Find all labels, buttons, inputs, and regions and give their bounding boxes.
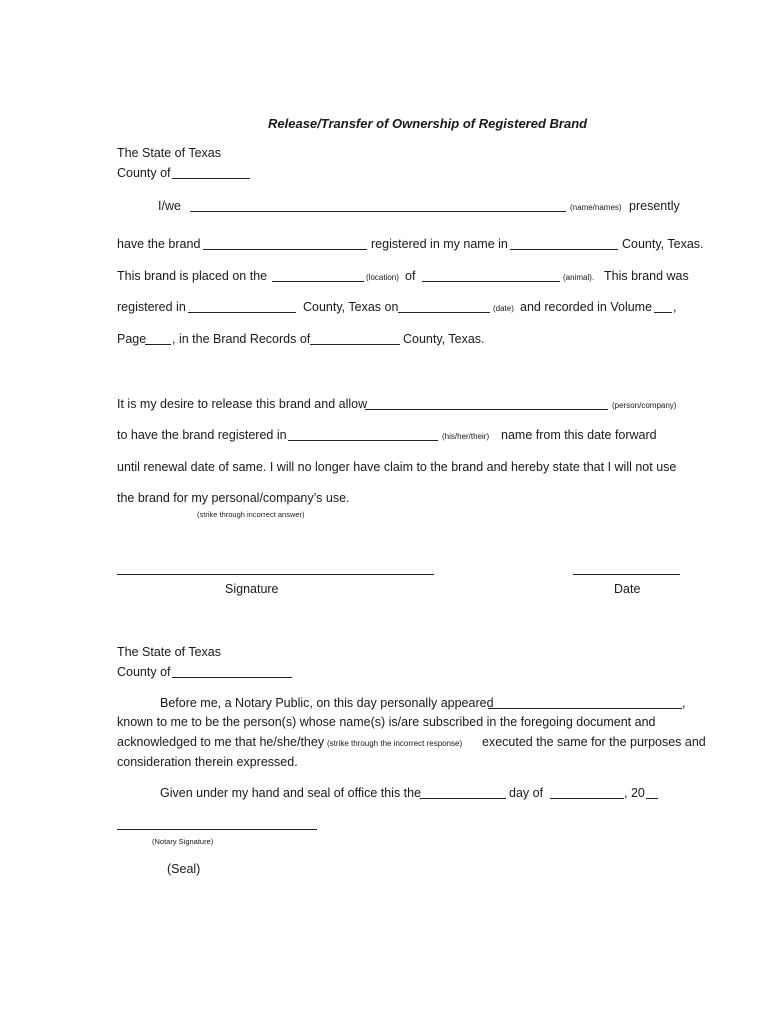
county-blank[interactable]	[172, 178, 250, 179]
his-her-hint: (his/her/their)	[442, 432, 490, 441]
notary-county-blank[interactable]	[172, 677, 292, 678]
date-label: Date	[614, 582, 641, 596]
acknowledged-line	[0, 735, 770, 753]
date-blank[interactable]	[398, 300, 490, 313]
notary-state-label: The State of Texas	[117, 645, 221, 659]
given-text: Given under my hand and seal of office this the	[160, 786, 422, 800]
brand-blank[interactable]	[203, 237, 367, 250]
signature-line[interactable]	[117, 574, 434, 575]
iwe-line	[0, 199, 770, 217]
appeared-blank[interactable]	[488, 696, 682, 709]
name-blank[interactable]	[190, 199, 566, 212]
of-text: of	[405, 269, 416, 283]
county-texas-end-text: County, Texas.	[403, 332, 485, 346]
consideration-text: consideration therein expressed.	[117, 755, 298, 769]
registered-in-text: registered in	[117, 300, 186, 314]
before-me-text: Before me, a Notary Public, on this day personally appeared	[160, 696, 494, 710]
recorded-volume-text: and recorded in Volume	[520, 300, 653, 314]
animal-hint: (animal).	[563, 273, 595, 282]
to-have-text: to have the brand registered in	[117, 428, 287, 442]
document-title: Release/Transfer of Ownership of Registered Brand	[268, 116, 588, 131]
year-blank[interactable]	[646, 786, 658, 799]
month-blank[interactable]	[550, 786, 624, 799]
name-forward-text: name from this date forward	[501, 428, 657, 442]
date-line[interactable]	[573, 574, 680, 575]
registered-name-text: registered in my name in	[371, 237, 508, 251]
notary-county-label: County of	[117, 665, 171, 679]
before-me-line	[0, 696, 770, 714]
have-brand-line	[0, 237, 770, 255]
page-blank[interactable]	[145, 332, 171, 345]
volume-blank[interactable]	[654, 300, 672, 313]
strike-hint: (strike through the incorrect response)	[327, 739, 463, 748]
registered-in-line	[0, 300, 770, 318]
desire-line	[0, 397, 770, 415]
given-line	[0, 786, 770, 804]
county-name-blank[interactable]	[510, 237, 618, 250]
to-have-line	[0, 428, 770, 446]
placed-on-line	[0, 269, 770, 287]
placed-on-text: This brand is placed on the	[117, 269, 268, 283]
location-hint: (location)	[366, 273, 399, 282]
volume-comma: ,	[673, 300, 677, 314]
person-hint: (person/company)	[612, 401, 677, 410]
notary-signature-line[interactable]	[117, 829, 317, 830]
signature-label: Signature	[225, 582, 279, 596]
brand-use-text: the brand for my personal/company’s use.	[117, 491, 350, 505]
state-label: The State of Texas	[117, 146, 221, 160]
known-text: known to me to be the person(s) whose name(s) is/are subscribed in the foregoing document and	[117, 715, 656, 729]
acknowledged-text: acknowledged to me that he/she/they	[117, 735, 325, 749]
records-county-blank[interactable]	[310, 332, 400, 345]
county-label: County of	[117, 166, 171, 180]
county-texas-on-text: County, Texas on	[303, 300, 399, 314]
date-hint: (date)	[493, 304, 514, 313]
brand-was-text: This brand was	[604, 269, 689, 283]
day-of-text: day of	[509, 786, 544, 800]
year-text: , 20	[624, 786, 645, 800]
have-brand-text: have the brand	[117, 237, 201, 251]
appeared-comma: ,	[682, 696, 686, 710]
iwe-text: I/we	[158, 199, 181, 213]
name-hint: (name/names)	[570, 203, 622, 212]
page-text: Page	[117, 332, 147, 346]
notary-signature-label: (Notary Signature)	[152, 837, 214, 846]
registered-name-blank[interactable]	[288, 428, 438, 441]
registered-county-blank[interactable]	[188, 300, 296, 313]
county-texas-text: County, Texas.	[622, 237, 704, 251]
until-renewal-text: until renewal date of same. I will no longer have claim to the brand and hereby state that I will not use	[117, 460, 677, 474]
page-line	[0, 332, 770, 350]
seal-label: (Seal)	[167, 862, 201, 876]
person-blank[interactable]	[365, 397, 608, 410]
animal-blank[interactable]	[422, 269, 560, 282]
presently-text: presently	[629, 199, 680, 213]
brand-records-text: , in the Brand Records of	[172, 332, 311, 346]
location-blank[interactable]	[272, 269, 364, 282]
desire-text: It is my desire to release this brand and allow	[117, 397, 368, 411]
strike-note: (strike through incorrect answer)	[197, 510, 305, 519]
executed-text: executed the same for the purposes and	[482, 735, 706, 749]
day-blank[interactable]	[420, 786, 506, 799]
